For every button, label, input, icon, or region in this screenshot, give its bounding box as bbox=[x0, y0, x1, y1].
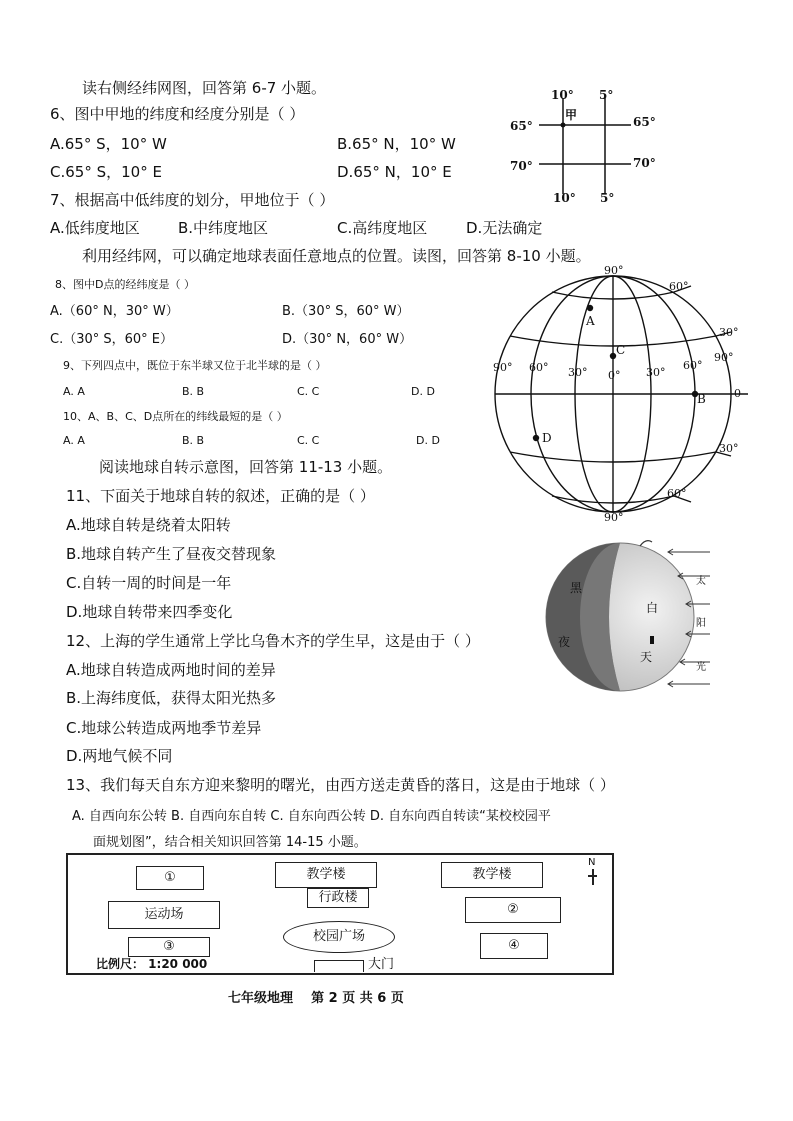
label-right-70: 70° bbox=[633, 156, 656, 170]
teaching-building-1: 教学楼 bbox=[275, 862, 377, 888]
q8-10-intro: 利用经纬网，可以确定地球表面任意地点的位置。读图，回答第 8-10 小题。 bbox=[82, 247, 591, 265]
label-top-10: 10° bbox=[551, 88, 574, 102]
q9-stem: 9、下列四点中，既位于东半球又位于北半球的是（ ） bbox=[63, 359, 327, 372]
q13-stem: 13、我们每天自东方迎来黎明的曙光，由西方送走黄昏的落日，这是由于地球（ ） bbox=[66, 776, 615, 794]
gate-marker bbox=[314, 960, 364, 972]
q8-option-d: D.（30° N，60° W） bbox=[282, 332, 413, 347]
area-1: ① bbox=[136, 866, 204, 890]
eq-label-90w: 90° bbox=[493, 361, 513, 374]
area-4: ④ bbox=[480, 933, 548, 959]
q11-option-a: A.地球自转是绕着太阳转 bbox=[66, 516, 231, 534]
label-light-1: 白 bbox=[646, 601, 659, 615]
label-right-65: 65° bbox=[633, 115, 656, 129]
campus-map bbox=[66, 853, 614, 975]
q11-stem: 11、下面关于地球自转的叙述，正确的是（ ） bbox=[66, 487, 375, 505]
globe-graticule-figure bbox=[486, 262, 786, 524]
q7-option-c: C.高纬度地区 bbox=[337, 219, 428, 237]
sports-field: 运动场 bbox=[108, 901, 220, 929]
q6-option-c: C.65° S，10° E bbox=[50, 163, 162, 181]
point-jia-dot bbox=[561, 123, 566, 128]
q6-stem: 6、图中甲地的纬度和经度分别是（ ） bbox=[50, 105, 305, 123]
q12-option-a: A.地球自转造成两地时间的差异 bbox=[66, 661, 276, 679]
q10-option-c: C. C bbox=[297, 434, 320, 447]
point-a-dot bbox=[587, 305, 593, 311]
eq-label-0: 0° bbox=[608, 369, 621, 382]
point-d-dot bbox=[533, 435, 539, 441]
gate-label: 大门 bbox=[368, 957, 395, 972]
q10-option-d: D. D bbox=[416, 434, 440, 447]
label-bottom-5: 5° bbox=[600, 191, 615, 205]
earth-rotation-figure bbox=[540, 534, 720, 700]
label-light-2: 天 bbox=[640, 650, 653, 664]
q6-option-d: D.65° N，10° E bbox=[337, 163, 452, 181]
q7-option-a: A.低纬度地区 bbox=[50, 219, 140, 237]
q8-stem: 8、图中D点的经纬度是（ ） bbox=[55, 278, 195, 291]
label-sun-3: 光 bbox=[696, 662, 706, 673]
q6-option-a: A.65° S，10° W bbox=[50, 135, 167, 153]
q11-option-d: D.地球自转带来四季变化 bbox=[66, 603, 233, 621]
area-3: ③ bbox=[128, 937, 210, 957]
q7-stem: 7、根据高中低纬度的划分，甲地位于（ ） bbox=[50, 191, 335, 209]
label-right-30-lower: 30° bbox=[719, 442, 739, 455]
q9-option-c: C. C bbox=[297, 385, 320, 398]
admin-building: 行政楼 bbox=[307, 888, 369, 908]
scale-label: 比例尺： 1:20 000 bbox=[96, 957, 208, 971]
eq-label-60w: 60° bbox=[529, 361, 549, 374]
label-dark-1: 黑 bbox=[570, 581, 583, 595]
q11-13-intro: 阅读地球自转示意图，回答第 11-13 小题。 bbox=[99, 458, 393, 476]
eq-label-90e: 90° bbox=[714, 351, 734, 364]
label-lower-60: 60° bbox=[667, 487, 687, 500]
label-bottom-90: 90° bbox=[604, 511, 624, 524]
q11-option-b: B.地球自转产生了昼夜交替现象 bbox=[66, 545, 277, 563]
eq-label-30w: 30° bbox=[568, 366, 588, 379]
label-left-65: 65° bbox=[510, 119, 533, 133]
label-top-5: 5° bbox=[599, 88, 614, 102]
q10-option-a: A. A bbox=[63, 434, 85, 447]
point-a-label: A bbox=[586, 314, 595, 328]
q12-option-d: D.两地气候不同 bbox=[66, 747, 173, 765]
point-b-label: B bbox=[697, 392, 706, 406]
q11-option-c: C.自转一周的时间是一年 bbox=[66, 574, 232, 592]
north-label: N bbox=[588, 857, 596, 868]
north-arrow-icon bbox=[592, 869, 594, 885]
q12-stem: 12、上海的学生通常上学比乌鲁木齐的学生早，这是由于（ ） bbox=[66, 632, 480, 650]
point-d-label: D bbox=[542, 431, 552, 445]
q7-option-b: B.中纬度地区 bbox=[178, 219, 269, 237]
lat-lon-grid-figure bbox=[505, 86, 665, 208]
north-arrow-bar bbox=[588, 875, 597, 877]
label-upper-60: 60° bbox=[669, 280, 689, 293]
q8-option-b: B.（30° S，60° W） bbox=[282, 304, 410, 319]
q7-option-d: D.无法确定 bbox=[466, 219, 543, 237]
label-top-90: 90° bbox=[604, 264, 624, 277]
q8-option-a: A.（60° N，30° W） bbox=[50, 304, 179, 319]
q10-stem: 10、A、B、C、D点所在的纬线最短的是（ ） bbox=[63, 410, 288, 423]
label-sun-2: 阳 bbox=[696, 618, 706, 629]
q9-option-d: D. D bbox=[411, 385, 435, 398]
label-bottom-10: 10° bbox=[553, 191, 576, 205]
q9-option-b: B. B bbox=[182, 385, 205, 398]
eq-label-60e: 60° bbox=[683, 359, 703, 372]
q6-option-b: B.65° N，10° W bbox=[337, 135, 456, 153]
label-dark-2: 夜 bbox=[558, 635, 571, 649]
label-jia: 甲 bbox=[565, 108, 578, 122]
area-2: ② bbox=[465, 897, 561, 923]
label-sun-1: 太 bbox=[696, 576, 706, 587]
q8-option-c: C.（30° S，60° E） bbox=[50, 332, 174, 347]
label-right-30-upper: 30° bbox=[719, 326, 739, 339]
campus-plaza: 校园广场 bbox=[283, 921, 395, 953]
teaching-building-2: 教学楼 bbox=[441, 862, 543, 888]
label-right-0: 0 bbox=[734, 387, 741, 400]
label-left-70: 70° bbox=[510, 159, 533, 173]
page-footer: 七年级地理 第 2 页 共 6 页 bbox=[228, 991, 404, 1006]
q13-options: A. 自西向东公转 B. 自西向东自转 C. 自东向西公转 D. 自东向西自转读“某校校园平 bbox=[72, 809, 551, 824]
q14-15-intro: 面规划图”，结合相关知识回答第 14-15 小题。 bbox=[93, 835, 367, 850]
eq-label-30e: 30° bbox=[646, 366, 666, 379]
q12-option-b: B.上海纬度低，获得太阳光热多 bbox=[66, 689, 277, 707]
q12-option-c: C.地球公转造成两地季节差异 bbox=[66, 719, 262, 737]
q9-option-a: A. A bbox=[63, 385, 85, 398]
q10-option-b: B. B bbox=[182, 434, 205, 447]
point-c-label: C bbox=[616, 343, 626, 357]
q6-7-intro: 读右侧经纬网图，回答第 6-7 小题。 bbox=[82, 79, 327, 97]
